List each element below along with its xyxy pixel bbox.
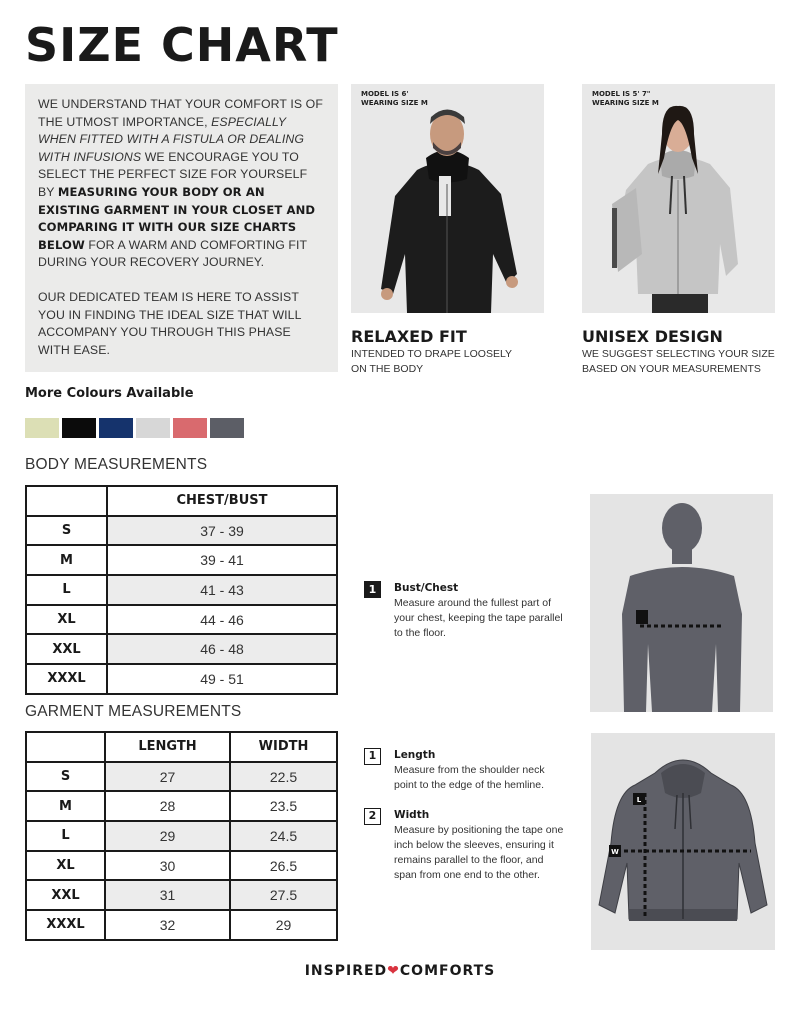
size-label: S bbox=[26, 516, 107, 546]
intro-text: WE ENCOURAGE YOU TO SELECT THE PERFECT SIZE FOR YOURSELF BY bbox=[38, 149, 308, 199]
garment-measurements-heading: GARMENT MEASUREMENTS bbox=[25, 703, 242, 720]
model-photo-female bbox=[582, 84, 775, 313]
fit-title-relaxed: RELAXED FIT bbox=[351, 327, 467, 346]
model-photo-male bbox=[351, 84, 544, 313]
step-number: 1 bbox=[364, 581, 381, 598]
colour-swatch[interactable] bbox=[62, 418, 96, 438]
garment-step-width bbox=[364, 808, 569, 883]
chest-value: 49 - 51 bbox=[107, 664, 337, 694]
female-model-illustration bbox=[582, 84, 775, 313]
table-row bbox=[26, 664, 337, 694]
fit-desc-relaxed: INTENDED TO DRAPE LOOSELY ON THE BODY bbox=[351, 348, 512, 375]
intro-text: WE UNDERSTAND THAT YOUR COMFORT IS OF THE UTMOST IMPORTANCE, bbox=[38, 97, 323, 129]
size-label: XXXL bbox=[26, 910, 105, 940]
model-height: MODEL IS 5' 7" bbox=[592, 90, 651, 98]
size-label: S bbox=[26, 762, 105, 792]
size-label: XXXL bbox=[26, 664, 107, 694]
size-label: M bbox=[26, 791, 105, 821]
table-row bbox=[26, 516, 337, 546]
table-row bbox=[26, 575, 337, 605]
model-height: MODEL IS 6' bbox=[361, 90, 409, 98]
step-description: Measure from the shoulder neck point to the edge of the hemline. bbox=[394, 764, 545, 791]
table-row bbox=[26, 880, 337, 910]
brand-name-right: COMFORTS bbox=[399, 963, 496, 979]
male-model-illustration bbox=[351, 84, 544, 313]
hoodie-illustration bbox=[591, 733, 775, 950]
step-number: 1 bbox=[364, 748, 381, 765]
step-heading: Length bbox=[394, 749, 436, 761]
table-row bbox=[26, 762, 337, 792]
length-marker: L bbox=[636, 796, 642, 804]
table-row bbox=[26, 791, 337, 821]
table-header-row bbox=[26, 732, 337, 762]
garment-hoodie-figure bbox=[591, 733, 775, 950]
body-silhouette-figure bbox=[590, 494, 773, 712]
table-row bbox=[26, 545, 337, 575]
model-size: WEARING SIZE M bbox=[361, 99, 428, 107]
intro-emphasis: ESPECIALLY WHEN FITTED WITH A FISTULA OR DEALING WITH INFUSIONS bbox=[38, 114, 305, 164]
chest-value: 37 - 39 bbox=[107, 516, 337, 546]
width-value: 22.5 bbox=[230, 762, 337, 792]
table-row bbox=[26, 605, 337, 635]
length-value: 27 bbox=[105, 762, 230, 792]
intro-text: FOR A WARM AND COMFORTING FIT DURING YOUR RECOVERY JOURNEY. bbox=[38, 237, 307, 270]
chest-value: 39 - 41 bbox=[107, 545, 337, 575]
width-value: 23.5 bbox=[230, 791, 337, 821]
length-value: 29 bbox=[105, 821, 230, 851]
body-silhouette-illustration bbox=[590, 494, 773, 712]
intro-bold: MEASURING YOUR BODY OR AN EXISTING GARMENT IN YOUR CLOSET AND COMPARING IT WITH OUR SIZE CHARTS BELOW bbox=[38, 184, 316, 252]
intro-panel bbox=[25, 84, 338, 372]
step-heading: Width bbox=[394, 809, 430, 821]
step-description: Measure around the fullest part of your chest, keeping the tape parallel to the floor. bbox=[394, 597, 563, 639]
size-label: XXL bbox=[26, 880, 105, 910]
width-value: 27.5 bbox=[230, 880, 337, 910]
brand-name-left: INSPIRED bbox=[304, 963, 388, 979]
colour-swatch[interactable] bbox=[210, 418, 244, 438]
length-value: 30 bbox=[105, 851, 230, 881]
colour-swatch[interactable] bbox=[25, 418, 59, 438]
intro-paragraph-1 bbox=[38, 96, 326, 272]
table-header-empty bbox=[26, 732, 105, 762]
width-value: 24.5 bbox=[230, 821, 337, 851]
width-value: 26.5 bbox=[230, 851, 337, 881]
size-label: XL bbox=[26, 851, 105, 881]
brand-footer bbox=[0, 963, 800, 979]
body-step-chest bbox=[364, 581, 569, 641]
table-row bbox=[26, 910, 337, 940]
chest-value: 41 - 43 bbox=[107, 575, 337, 605]
colour-swatch[interactable] bbox=[173, 418, 207, 438]
table-header-length: LENGTH bbox=[105, 732, 230, 762]
length-value: 32 bbox=[105, 910, 230, 940]
chest-value: 46 - 48 bbox=[107, 634, 337, 664]
colours-label: More Colours Available bbox=[25, 386, 194, 401]
heart-icon: ❤ bbox=[387, 963, 400, 979]
page-title: SIZE CHART bbox=[25, 18, 339, 72]
width-marker: W bbox=[611, 848, 619, 856]
table-row bbox=[26, 634, 337, 664]
table-header-width: WIDTH bbox=[230, 732, 337, 762]
size-label: XXL bbox=[26, 634, 107, 664]
table-row bbox=[26, 821, 337, 851]
size-label: L bbox=[26, 575, 107, 605]
table-row bbox=[26, 851, 337, 881]
table-header-row bbox=[26, 486, 337, 516]
body-measurements-table bbox=[25, 485, 338, 695]
length-value: 31 bbox=[105, 880, 230, 910]
chest-value: 44 - 46 bbox=[107, 605, 337, 635]
width-value: 29 bbox=[230, 910, 337, 940]
step-number: 2 bbox=[364, 808, 381, 825]
size-label: M bbox=[26, 545, 107, 575]
size-label: XL bbox=[26, 605, 107, 635]
colour-swatch[interactable] bbox=[136, 418, 170, 438]
model-caption bbox=[592, 90, 659, 108]
table-header-chest: CHEST/BUST bbox=[107, 486, 337, 516]
fit-desc-unisex: WE SUGGEST SELECTING YOUR SIZE BASED ON YOUR MEASUREMENTS bbox=[582, 348, 775, 375]
step-heading: Bust/Chest bbox=[394, 582, 459, 594]
body-measurements-heading: BODY MEASUREMENTS bbox=[25, 456, 208, 473]
colour-swatches bbox=[25, 418, 244, 438]
step-description: Measure by positioning the tape one inch below the sleeves, ensuring it remains parallel to the floor, and span from one end to the other. bbox=[394, 824, 564, 881]
table-header-empty bbox=[26, 486, 107, 516]
model-caption bbox=[361, 90, 428, 108]
size-label: L bbox=[26, 821, 105, 851]
model-size: WEARING SIZE M bbox=[592, 99, 659, 107]
colour-swatch[interactable] bbox=[99, 418, 133, 438]
intro-paragraph-2: OUR DEDICATED TEAM IS HERE TO ASSIST YOU IN FINDING THE IDEAL SIZE THAT WILL ACCOMPANY YOU THROUGH THIS PHASE WITH EASE. bbox=[38, 289, 302, 357]
garment-measurements-table bbox=[25, 731, 338, 941]
fit-title-unisex: UNISEX DESIGN bbox=[582, 327, 723, 346]
length-value: 28 bbox=[105, 791, 230, 821]
garment-step-length bbox=[364, 748, 569, 793]
